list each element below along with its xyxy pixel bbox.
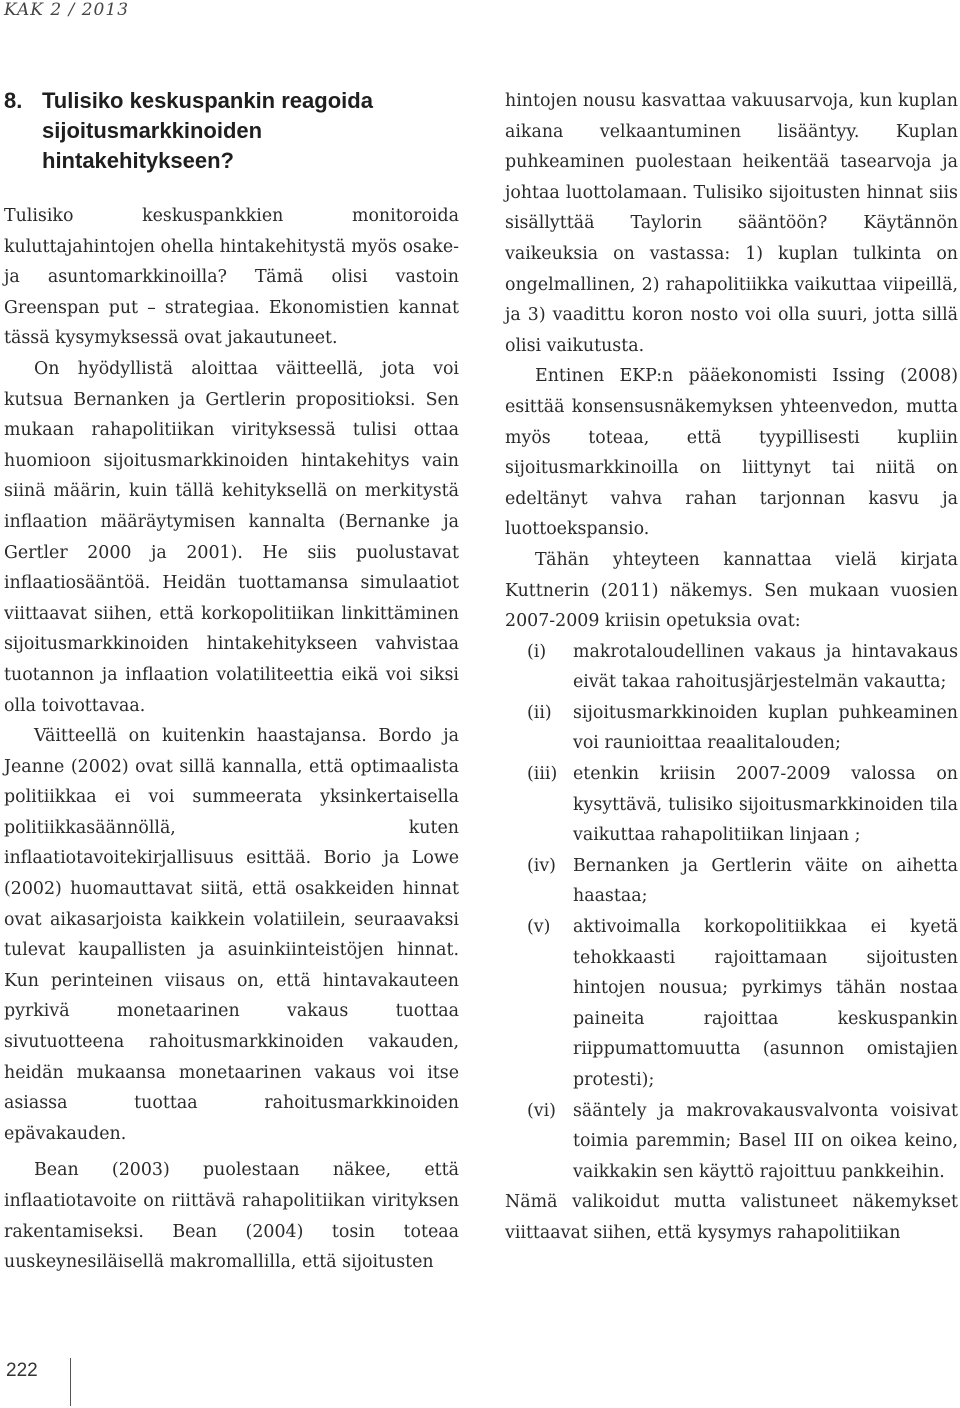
list-item — [505, 637, 958, 698]
paragraph: Väitteellä on kuitenkin haastajansa. Bordo ja Jeanne (2002) ovat sillä kannalla, että optimaalista politiikkaa ei voi summeerata yksinkertaisella politiikkasäännöllä, kuten inflaatiotavoitekirjallisuus esittää. Borio ja Lowe (2002) huomauttavat siitä, että osakkeiden hinnat ovat aikasarjoista kaikkein volatiilein, seuraavaksi tulevat kaupallisten ja asuinkiinteistöjen hinnat. Kun perinteinen viisaus on, että hintavakauteen pyrkivä monetaarinen vakaus tuottaa sivutuotteena rahoitusmarkkinoiden vakauden, heidän mukaansa monetaarinen vakaus voi itse asiassa tuottaa rahoitusmarkkinoiden epävakauden. — [4, 726, 459, 1144]
list-label: (ii) — [527, 702, 552, 723]
list-label: (i) — [527, 641, 547, 662]
list-item — [505, 759, 958, 851]
list-text: etenkin kriisin 2007-2009 valossa on kysyttävä, tulisiko sijoitusmarkkinoiden tila vaikuttaa rahapolitiikan linjaan ; — [573, 764, 958, 846]
paragraph: On hyödyllistä aloittaa väitteellä, jota voi kutsua Bernanken ja Gertlerin propositioksi. Sen mukaan rahapolitiikan virityksessä tulisi ottaa huomioon sijoitusmarkkinoiden hintakehitys vain siinä määrin, kuin tällä kehityksellä on merkitystä inflaation määräytymisen kannalta (Bernanke ja Gertler 2000 ja 2001). He siis puolustavat inflaatiosääntöä. Heidän tuottamansa simulaatiot viittaavat siihen, että korkopolitiikan linkittäminen sijoitusmarkkinoiden hintakehitykseen vahvistaa tuotannon ja inflaation volatiliteettia eikä voi siksi olla toivottavaa. — [4, 358, 459, 716]
list-item — [505, 1096, 958, 1188]
list-text: Bernanken ja Gertlerin väite on aihetta haastaa; — [573, 855, 958, 907]
section-heading — [4, 86, 459, 176]
list-item — [505, 851, 958, 912]
lessons-list — [505, 637, 958, 1188]
paragraph: hintojen nousu kasvattaa vakuusarvoja, kun kuplan aikana velkaantuminen lisääntyy. Kuplan puhkeaminen puolestaan heikentää tasearvoja ja johtaa luottolamaan. Tulisiko sijoitusten hinnat siis sisällyttää Taylorin sääntöön? Käytännön vaikeuksia on vastassa: 1) kuplan tulkinta on ongelmallinen, 2) rahapolitiikka vaikuttaa viipeillä, ja 3) vaadittu koron nosto voi olla suuri, jotta sillä olisi vaikutusta. — [505, 91, 958, 356]
list-item — [505, 698, 958, 759]
list-label: (iii) — [527, 764, 558, 785]
list-item — [505, 912, 958, 1096]
list-text: makrotaloudellinen vakaus ja hintavakaus eivät takaa rahoitusjärjestelmän vakautta; — [573, 641, 958, 693]
list-text: sijoitusmarkkinoiden kuplan puhkeaminen voi raunioittaa reaalitalouden; — [573, 702, 958, 754]
list-label: (vi) — [527, 1100, 556, 1121]
paragraph: Bean (2003) puolestaan näkee, että inflaatiotavoite on riittävä rahapolitiikan virityksen rakentamiseksi. Bean (2004) tosin toteaa uuskeynesiläisellä makromallilla, että sijoitusten — [4, 1160, 459, 1273]
paragraph: Entinen EKP:n pääekonomisti Issing (2008) esittää konsensusnäkemyksen yhteenvedon, mutta myös toteaa, että tyypillisesti kupliin sijoitusmarkkinoilla on liittynyt tai niitä on edeltänyt vahva rahan tarjonnan kasvu ja luottoekspansio. — [505, 366, 958, 540]
folio-divider — [70, 1358, 71, 1406]
list-text: aktivoimalla korkopolitiikkaa ei kyetä tehokkaasti rajoittamaan sijoitusten hintojen nousua; pyrkimys tähän nostaa paineita rajoittaa keskuspankin riippumattomuutta (asunnon omistajien protesti); — [573, 917, 958, 1090]
running-head: KAK 2 / 2013 — [4, 0, 130, 20]
right-column — [505, 86, 958, 1249]
page-number: 222 — [6, 1360, 38, 1381]
paragraph: Nämä valikoidut mutta valistuneet näkemykset viittaavat siihen, että kysymys rahapolitiikan — [505, 1192, 958, 1243]
paragraph: Tähän yhteyteen kannattaa vielä kirjata Kuttnerin (2011) näkemys. Sen mukaan vuosien 2007-2009 kriisin opetuksia ovat: — [505, 549, 958, 632]
section-title: Tulisiko keskuspankin reagoida sijoitusmarkkinoiden hintakehitykseen? — [42, 88, 373, 173]
list-label: (v) — [527, 917, 551, 938]
paragraph: Tulisiko keskuspankkien monitoroida kuluttajahintojen ohella hintakehitystä myös osake- ja asuntomarkkinoilla? Tämä olisi vastoin Greenspan put – strategiaa. Ekonomistien kannat tässä kysymyksessä ovat jakautuneet. — [4, 206, 459, 349]
left-column — [4, 86, 459, 1278]
list-label: (iv) — [527, 855, 556, 876]
list-text: sääntely ja makrovakausvalvonta voisivat toimia paremmin; Basel III on oikea keino, vaikkakin sen käyttö rajoittuu pankkeihin. — [573, 1100, 958, 1182]
section-number: 8. — [4, 88, 23, 113]
